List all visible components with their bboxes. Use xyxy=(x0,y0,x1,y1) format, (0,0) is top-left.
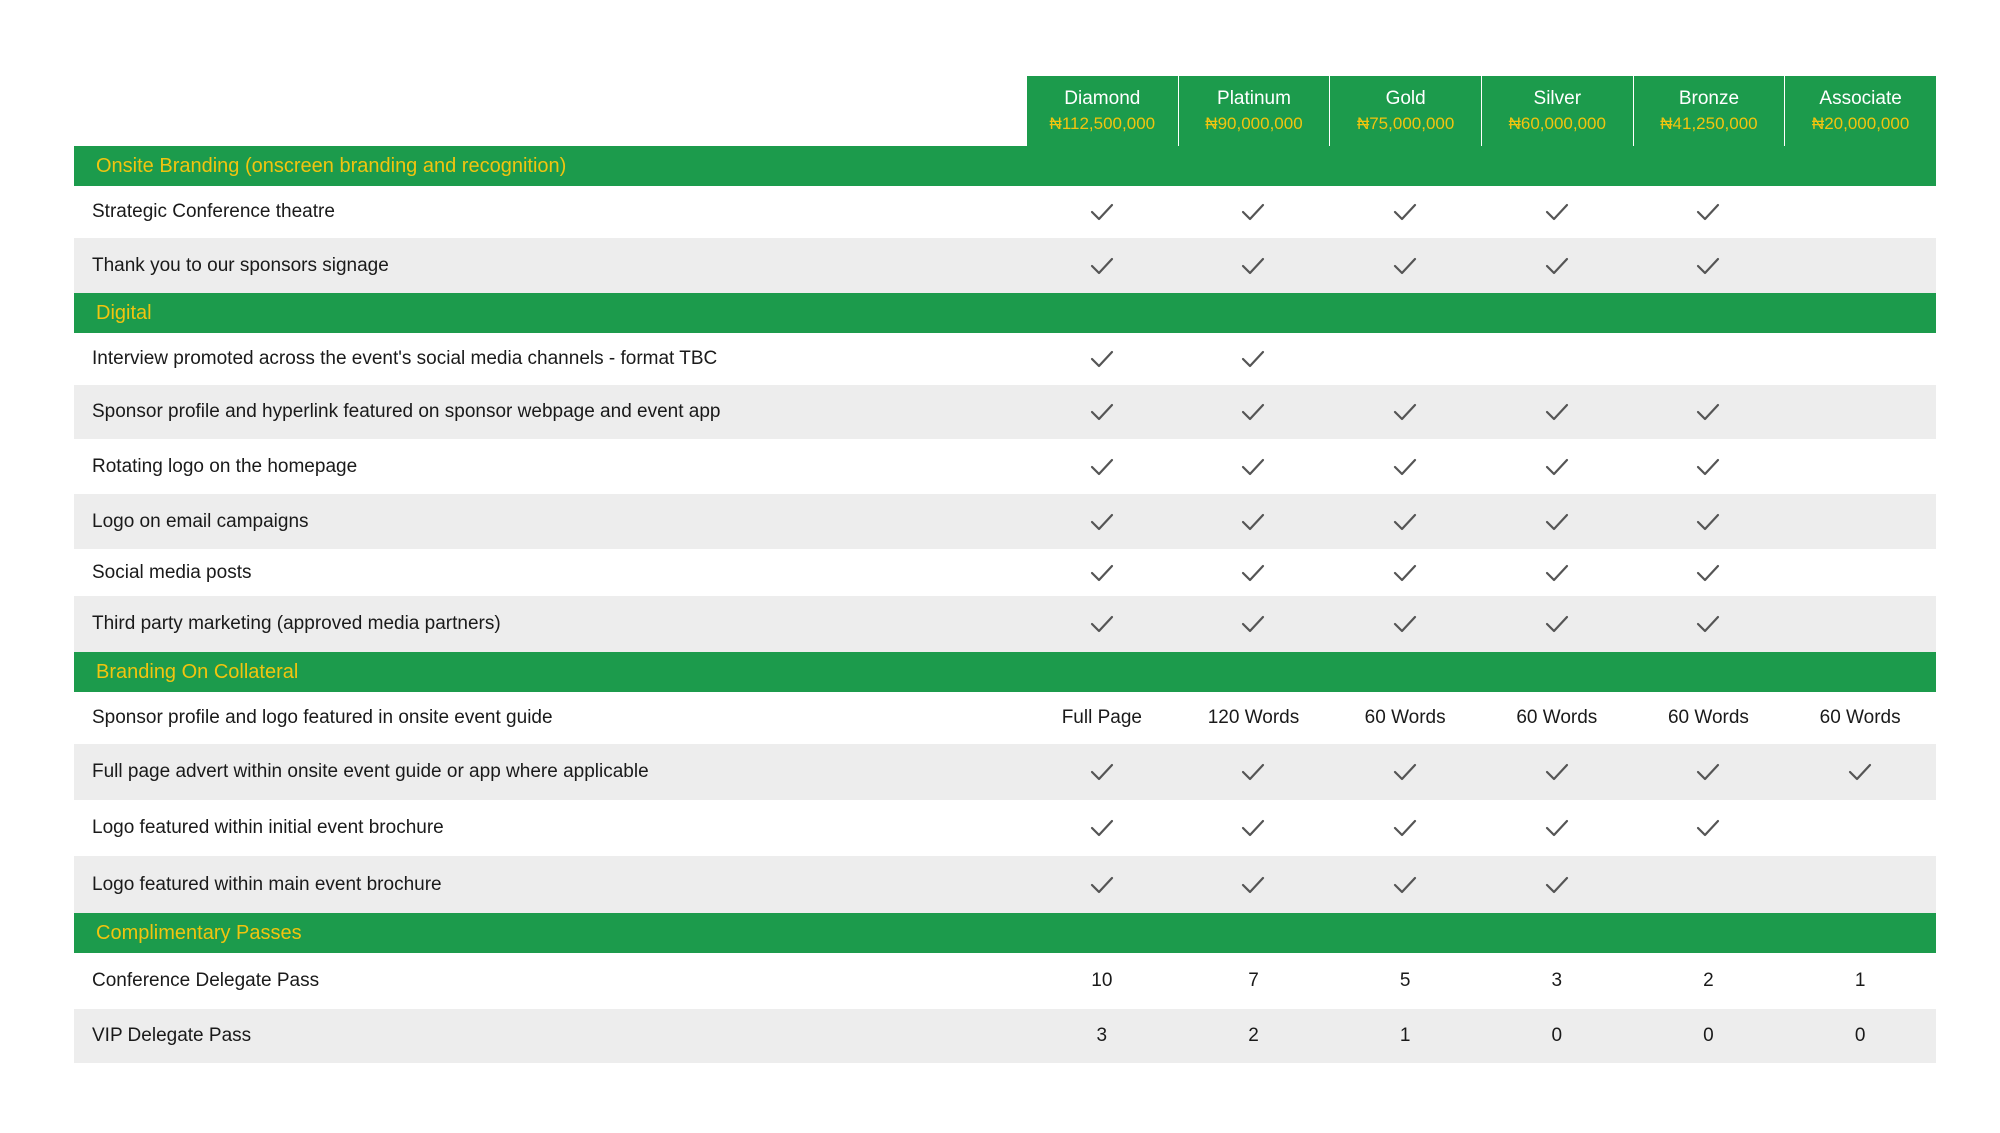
table-row xyxy=(74,333,1936,385)
tier-header-bronze xyxy=(1633,76,1785,146)
checkmark-icon xyxy=(1393,257,1417,275)
checkmark-icon xyxy=(1090,819,1114,837)
tier-header-silver xyxy=(1481,76,1633,146)
value-cell: 0 xyxy=(1551,1025,1563,1046)
checkmark-icon xyxy=(1241,876,1265,894)
checkmark-cell xyxy=(1633,564,1785,582)
checkmark-icon xyxy=(1696,257,1720,275)
checkmark-cell xyxy=(1481,203,1633,221)
value-cell: 60 Words xyxy=(1667,707,1749,728)
checkmark-cell xyxy=(1329,513,1481,531)
checkmark-cell xyxy=(1026,257,1178,275)
checkmark-cell xyxy=(1026,403,1178,421)
checkmark-icon xyxy=(1241,564,1265,582)
table-body xyxy=(74,146,1936,1063)
checkmark-cell xyxy=(1481,458,1633,476)
checkmark-icon xyxy=(1241,257,1265,275)
tier-header-row xyxy=(74,76,1936,146)
checkmark-cell xyxy=(1026,513,1178,531)
checkmark-cell xyxy=(1481,763,1633,781)
checkmark-cell xyxy=(1026,819,1178,837)
value-cell: 3 xyxy=(1551,970,1563,991)
checkmark-cell xyxy=(1633,203,1785,221)
table-row xyxy=(74,1009,1936,1063)
benefit-label: Interview promoted across the event's social media channels - format TBC xyxy=(92,348,718,369)
checkmark-icon xyxy=(1393,615,1417,633)
sponsorship-benefits-table xyxy=(74,76,1936,1063)
checkmark-cell xyxy=(1178,615,1330,633)
checkmark-icon xyxy=(1545,876,1569,894)
checkmark-icon xyxy=(1241,350,1265,368)
tier-name: Associate xyxy=(1819,88,1902,109)
tier-name: Diamond xyxy=(1064,88,1141,109)
checkmark-icon xyxy=(1696,819,1720,837)
checkmark-cell xyxy=(1178,564,1330,582)
checkmark-cell xyxy=(1481,819,1633,837)
benefit-label: Full page advert within onsite event guide or app where applicable xyxy=(92,761,649,782)
value-cell: 0 xyxy=(1854,1025,1866,1046)
benefit-label: Rotating logo on the homepage xyxy=(92,455,358,477)
value-cell: 10 xyxy=(1091,970,1113,991)
value-cell: 120 Words xyxy=(1207,707,1300,728)
table-row xyxy=(74,439,1936,494)
checkmark-cell xyxy=(1329,564,1481,582)
checkmark-cell xyxy=(1481,876,1633,894)
checkmark-cell xyxy=(1178,350,1330,368)
checkmark-icon xyxy=(1545,403,1569,421)
benefit-label: Conference Delegate Pass xyxy=(92,970,320,991)
checkmark-icon xyxy=(1090,458,1114,476)
checkmark-cell xyxy=(1329,203,1481,221)
checkmark-icon xyxy=(1545,564,1569,582)
value-cell: 60 Words xyxy=(1819,707,1901,728)
checkmark-cell xyxy=(1329,819,1481,837)
benefit-label: Sponsor profile and logo featured in onsite event guide xyxy=(92,707,553,728)
checkmark-cell xyxy=(1178,513,1330,531)
checkmark-icon xyxy=(1545,513,1569,531)
table-row xyxy=(74,385,1936,439)
checkmark-icon xyxy=(1545,615,1569,633)
table-row xyxy=(74,953,1936,1009)
checkmark-icon xyxy=(1696,615,1720,633)
table-row xyxy=(74,744,1936,800)
checkmark-cell xyxy=(1633,257,1785,275)
benefit-label: Sponsor profile and hyperlink featured on sponsor webpage and event app xyxy=(92,401,721,422)
value-cell: 1 xyxy=(1854,970,1866,991)
benefit-label: Third party marketing (approved media partners) xyxy=(92,613,501,634)
tier-name: Silver xyxy=(1533,88,1582,109)
checkmark-cell xyxy=(1481,615,1633,633)
checkmark-cell xyxy=(1178,458,1330,476)
tier-header-associate xyxy=(1784,76,1936,146)
table-row xyxy=(74,692,1936,744)
checkmark-cell xyxy=(1026,564,1178,582)
checkmark-icon xyxy=(1696,513,1720,531)
benefit-label: Social media posts xyxy=(92,561,252,583)
checkmark-cell xyxy=(1329,763,1481,781)
checkmark-cell xyxy=(1178,819,1330,837)
checkmark-icon xyxy=(1241,513,1265,531)
value-cell: Full Page xyxy=(1061,707,1142,728)
checkmark-cell xyxy=(1633,403,1785,421)
tier-name: Platinum xyxy=(1217,88,1291,109)
table-row xyxy=(74,800,1936,856)
benefit-label: Strategic Conference theatre xyxy=(92,201,335,222)
checkmark-cell xyxy=(1481,564,1633,582)
tier-name: Gold xyxy=(1385,88,1426,109)
value-cell: 3 xyxy=(1096,1025,1108,1046)
checkmark-icon xyxy=(1241,819,1265,837)
tier-name: Bronze xyxy=(1678,88,1740,109)
checkmark-cell xyxy=(1026,615,1178,633)
tier-header-platinum xyxy=(1178,76,1330,146)
checkmark-cell xyxy=(1026,203,1178,221)
tier-price: ₦41,250,000 xyxy=(1660,114,1758,133)
value-cell: 1 xyxy=(1399,1025,1411,1046)
checkmark-cell xyxy=(1178,257,1330,275)
tier-header-diamond xyxy=(1026,76,1178,146)
checkmark-icon xyxy=(1090,564,1114,582)
benefit-label: Logo featured within initial event brochure xyxy=(92,817,444,838)
value-cell: 7 xyxy=(1248,970,1259,991)
checkmark-icon xyxy=(1545,819,1569,837)
checkmark-icon xyxy=(1696,458,1720,476)
table-row xyxy=(74,186,1936,238)
benefit-label: Logo on email campaigns xyxy=(92,510,309,532)
table-row xyxy=(74,238,1936,293)
checkmark-cell xyxy=(1633,763,1785,781)
checkmark-icon xyxy=(1393,876,1417,894)
checkmark-icon xyxy=(1545,203,1569,221)
tier-header-gold xyxy=(1329,76,1481,146)
tier-price: ₦20,000,000 xyxy=(1811,114,1910,133)
checkmark-cell xyxy=(1784,763,1936,781)
checkmark-icon xyxy=(1241,615,1265,633)
checkmark-icon xyxy=(1545,257,1569,275)
table-row xyxy=(74,856,1936,913)
checkmark-icon xyxy=(1090,403,1114,421)
checkmark-icon xyxy=(1241,403,1265,421)
checkmark-cell xyxy=(1633,513,1785,531)
checkmark-cell xyxy=(1633,615,1785,633)
section-header: Onsite Branding (onscreen branding and recognition) xyxy=(74,146,1936,186)
checkmark-icon xyxy=(1696,763,1720,781)
value-cell: 60 Words xyxy=(1516,707,1598,728)
checkmark-icon xyxy=(1090,350,1114,368)
checkmark-cell xyxy=(1026,876,1178,894)
checkmark-cell xyxy=(1481,257,1633,275)
benefit-label: VIP Delegate Pass xyxy=(92,1025,252,1046)
checkmark-cell xyxy=(1481,513,1633,531)
benefit-label: Logo featured within main event brochure xyxy=(92,873,442,895)
value-cell: 60 Words xyxy=(1364,707,1446,728)
checkmark-cell xyxy=(1178,876,1330,894)
checkmark-icon xyxy=(1696,403,1720,421)
section-header: Branding On Collateral xyxy=(74,652,1936,692)
tier-price: ₦112,500,000 xyxy=(1049,114,1156,133)
checkmark-cell xyxy=(1178,763,1330,781)
tier-price: ₦60,000,000 xyxy=(1508,114,1606,133)
table-row xyxy=(74,494,1936,549)
header-spacer xyxy=(74,76,1026,146)
checkmark-icon xyxy=(1848,763,1872,781)
table-row xyxy=(74,549,1936,596)
checkmark-cell xyxy=(1178,203,1330,221)
checkmark-icon xyxy=(1696,203,1720,221)
checkmark-cell xyxy=(1329,403,1481,421)
checkmark-icon xyxy=(1696,564,1720,582)
checkmark-icon xyxy=(1090,876,1114,894)
checkmark-icon xyxy=(1241,763,1265,781)
value-cell: 5 xyxy=(1399,970,1411,991)
value-cell: 0 xyxy=(1703,1025,1714,1046)
checkmark-icon xyxy=(1393,763,1417,781)
checkmark-icon xyxy=(1393,403,1417,421)
checkmark-cell xyxy=(1633,458,1785,476)
checkmark-icon xyxy=(1241,458,1265,476)
checkmark-icon xyxy=(1545,458,1569,476)
checkmark-cell xyxy=(1026,763,1178,781)
checkmark-icon xyxy=(1090,203,1114,221)
table-row xyxy=(74,596,1936,652)
checkmark-icon xyxy=(1090,763,1114,781)
checkmark-cell xyxy=(1329,876,1481,894)
checkmark-icon xyxy=(1090,257,1114,275)
checkmark-icon xyxy=(1393,203,1417,221)
checkmark-cell xyxy=(1178,403,1330,421)
checkmark-cell xyxy=(1329,615,1481,633)
checkmark-cell xyxy=(1329,257,1481,275)
checkmark-icon xyxy=(1090,513,1114,531)
tier-price: ₦90,000,000 xyxy=(1205,114,1303,133)
value-cell: 2 xyxy=(1703,970,1714,991)
checkmark-cell xyxy=(1633,819,1785,837)
checkmark-icon xyxy=(1545,763,1569,781)
checkmark-icon xyxy=(1393,819,1417,837)
section-header: Digital xyxy=(74,293,1936,333)
checkmark-cell xyxy=(1026,350,1178,368)
checkmark-icon xyxy=(1393,564,1417,582)
checkmark-icon xyxy=(1393,513,1417,531)
checkmark-icon xyxy=(1241,203,1265,221)
checkmark-cell xyxy=(1026,458,1178,476)
tier-price: ₦75,000,000 xyxy=(1356,114,1455,133)
checkmark-icon xyxy=(1090,615,1114,633)
section-header: Complimentary Passes xyxy=(74,913,1936,953)
value-cell: 2 xyxy=(1248,1025,1259,1046)
benefit-label: Thank you to our sponsors signage xyxy=(92,254,389,276)
checkmark-cell xyxy=(1329,458,1481,476)
checkmark-icon xyxy=(1393,458,1417,476)
checkmark-cell xyxy=(1481,403,1633,421)
